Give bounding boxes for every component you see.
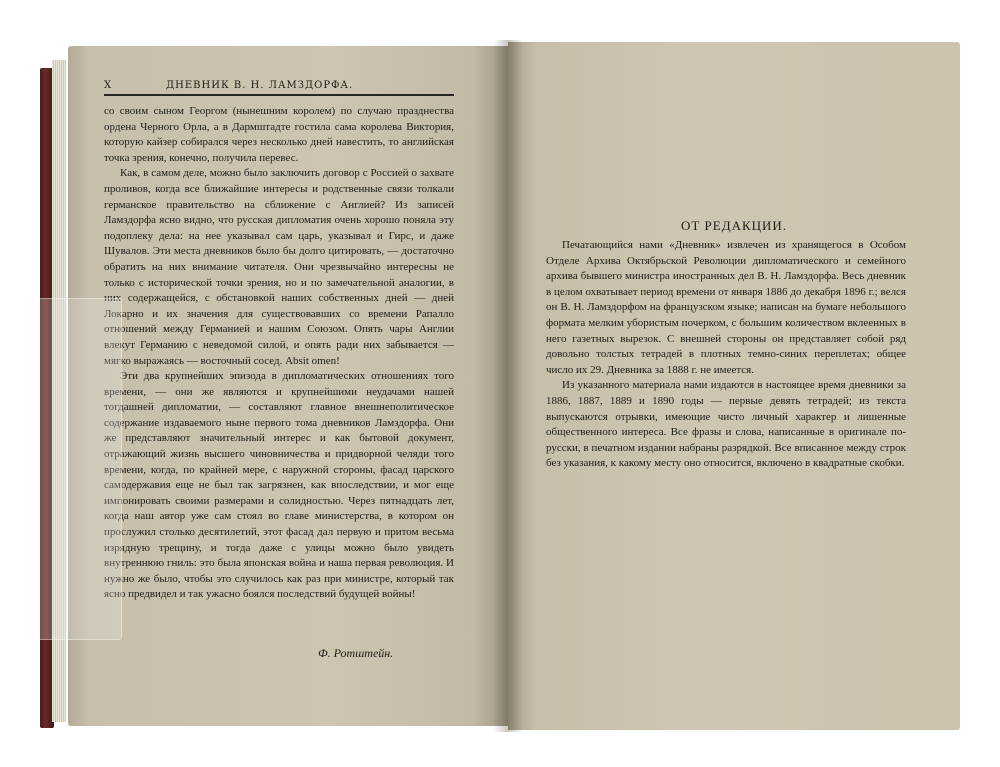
open-book xyxy=(38,40,963,732)
right-body-text xyxy=(546,238,906,472)
running-head xyxy=(104,78,454,94)
page-number: X xyxy=(104,80,113,91)
editorial-heading: ОТ РЕДАКЦИИ. xyxy=(680,218,788,233)
left-body-text xyxy=(104,104,454,603)
left-paragraph: Эти два крупнейших эпизода в дипломатических отношениях того времени, — они же являются и крупнейшими неудачами нашей тогдашней дипломатии, — составляют главное внешнеполитическое содержание издаваемого ныне первого тома дневников Ламздорфа. Они же представляют значительный интерес и как бытовой документ, отражающий жизнь высшего чиновничества и придворной челяди того времени, когда, по крайней мере, с наружной стороны, фасад царского самодержавия еще не был так загрязнен, как впоследствии, и мог еще импонировать своими размерами и солидностью. Через пятнадцать лет, когда наш автор уже сам стоял во главе министерства, в котором он прослужил столько десятилетий, этот фасад дал первую и притом весьма изрядную трещину, и тогда даже с улицы можно было увидеть внутреннюю гниль: это была японская война и наша первая революция. И нужно же было, чтобы это случилось как раз при министре, который так ясно предвидел и так ужасно боялся последствий будущей войны! xyxy=(104,370,454,601)
right-paragraph: Печатающийся нами «Дневник» извлечен из хранящегося в Особом Отделе Архива Октябрьской Революции дипломатического и семейного архива бывшего министра иностранных дел В. Н. Ламздорфа. Весь дневник в целом охватывает период времени от января 1886 до декабря 1896 г.; велся он В. Н. Ламздорфом на французском языке; написан на бумаге небольшого формата мелким убористым почерком, с большим количеством вклеенных в него газетных вырезок. С внешней стороны он представляет собой ряд довольно толстых тетрадей в плотных темно-синих переплетах; общее число их 29. Дневника за 1888 г. не имеется. xyxy=(546,239,906,376)
header-rule xyxy=(104,94,454,96)
running-head-title: ДНЕВНИК В. Н. ЛАМЗДОРФА. xyxy=(166,80,354,91)
author-signature: Ф. Ротштейн. xyxy=(318,646,394,660)
left-paragraph: Как, в самом деле, можно было заключить договор с Россией о захвате проливов, когда все ближайшие интересы и родственные связи толкали германское правительство на сближение с Англией? Из записей Ламздорфа ясно видно, что русская дипломатия очень хорошо поняла эту подоплеку дела: на нее указывал сам царь, указывал и Гирс, и даже Шувалов. Эти места дневников было бы долго цитировать, — достаточно обратить на них внимание читателя. Они чрезвычайно интересны не только с исторической точки зрения, но и по замечательной аналогии, в них содержащейся, с обстановкой наших собственных дней — дней Локарно и их значения для существовавших со времени Рапалло отношений между Германией и нашим Союзом. Опять чары Англии влекут Германию с неведомой силой, и опять ради них забывается — мягко выражаясь — восточный сосед. Absit omen! xyxy=(104,167,454,367)
left-paragraph: со своим сыном Георгом (нынешним королем) по случаю празднества ордена Черного Орла, а в Дармштадте гостила сама королева Виктория, которую кайзер собирался через несколько дней навестить, то английская точка зрения, конечно, получила перевес. xyxy=(104,105,454,164)
right-page xyxy=(508,42,960,730)
bookmark-ribbon xyxy=(38,298,122,640)
right-paragraph: Из указанного материала нами издаются в настоящее время дневники за 1886, 1887, 1889 и 1890 годы — первые девять тетрадей; из текста выпускаются отрывки, имеющие чисто личный характер и лишенные общественного интереса. Все фразы и слова, написанные в оригинале по-русски, в печатном издании набраны разрядкой. Все вписанное между строк без указания, к какому месту оно относится, включено в квадратные скобки. xyxy=(546,379,906,470)
left-page xyxy=(68,46,508,726)
